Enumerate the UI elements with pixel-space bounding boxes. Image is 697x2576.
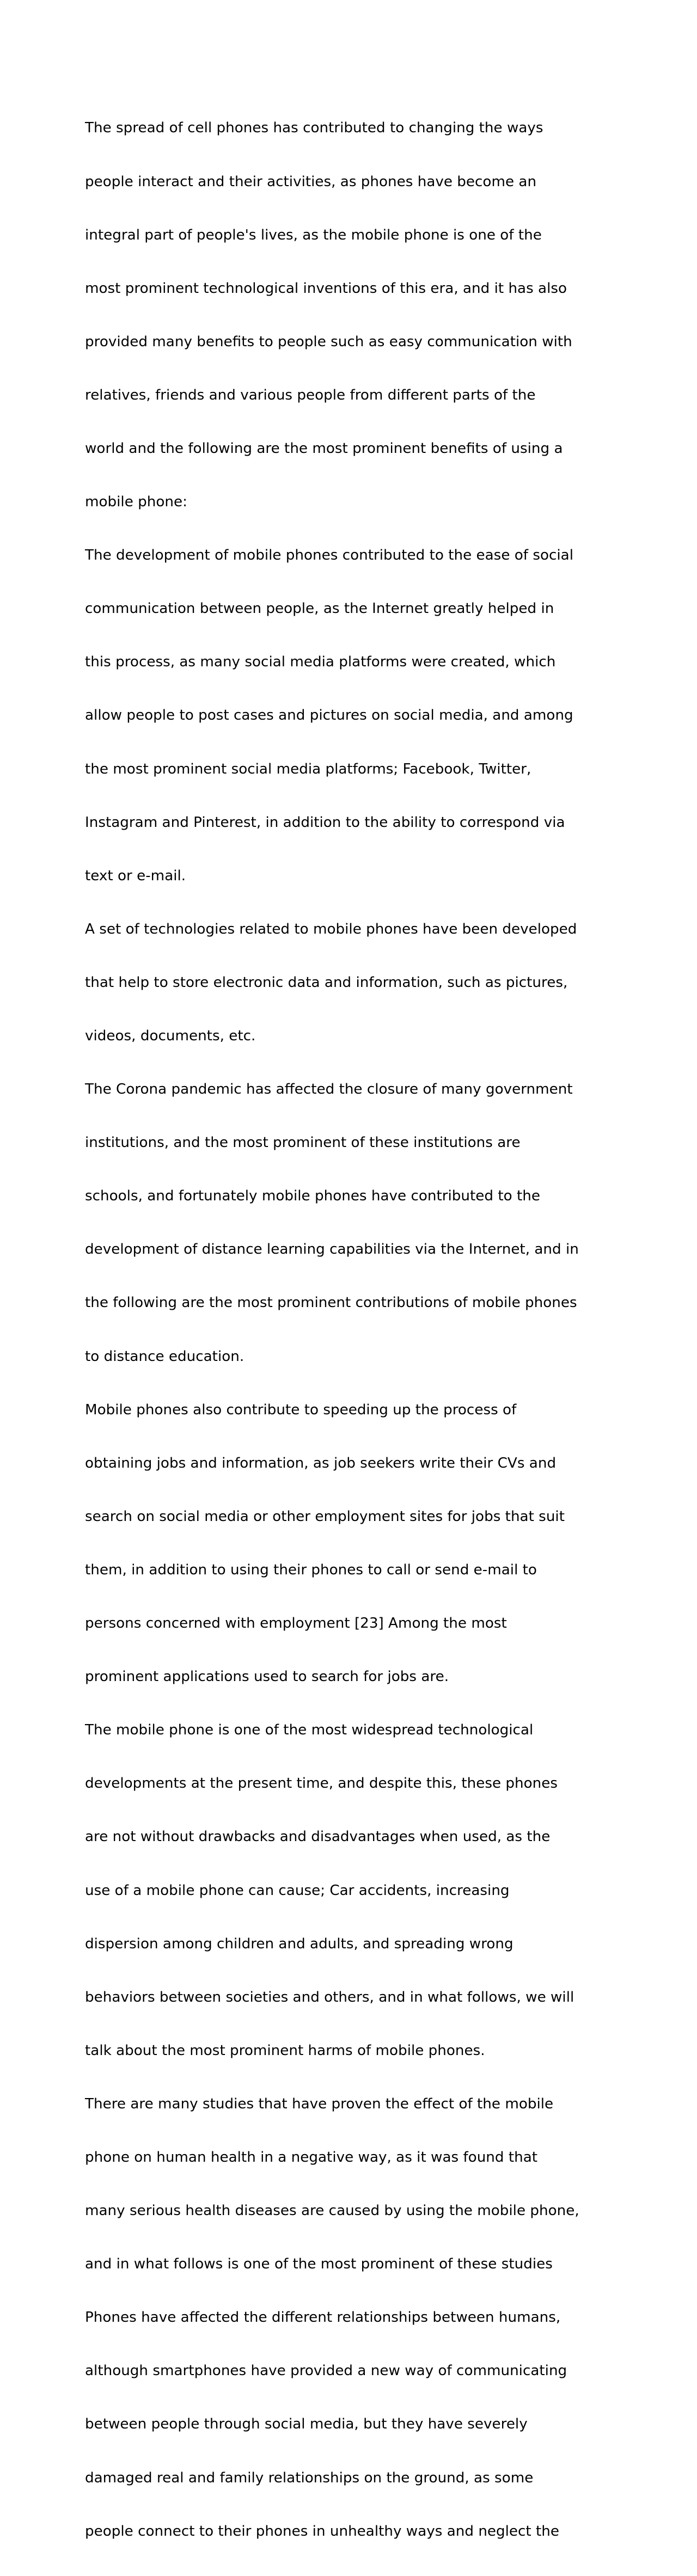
text-line-43: although smartphones have provided a new way of communicating (85, 2363, 567, 2379)
text-line-44: between people through social media, but they have severely (85, 2416, 528, 2433)
text-line-17: that help to store electronic data and information, such as pictures, (85, 974, 568, 991)
text-line-12: allow people to post cases and pictures on social media, and among (85, 707, 573, 724)
text-line-6: relatives, friends and various people from different parts of the (85, 387, 536, 403)
text-line-37: talk about the most prominent harms of mobile phones. (85, 2042, 485, 2059)
text-line-25: Mobile phones also contribute to speeding up the process of (85, 1401, 517, 1418)
text-line-33: are not without drawbacks and disadvantages when used, as the (85, 1829, 551, 1845)
text-line-27: search on social media or other employment sites for jobs that suit (85, 1508, 565, 1525)
text-line-24: to distance education. (85, 1348, 244, 1365)
text-line-14: Instagram and Pinterest, in addition to the ability to correspond via (85, 814, 565, 831)
text-line-46: people connect to their phones in unhealthy ways and neglect the (85, 2523, 560, 2540)
text-line-4: most prominent technological inventions of this era, and it has also (85, 280, 567, 297)
body-text (85, 84, 624, 2576)
text-line-10: communication between people, as the Internet greatly helped in (85, 600, 554, 617)
text-line-38: There are many studies that have proven the effect of the mobile (85, 2095, 554, 2112)
text-line-15: text or e-mail. (85, 867, 186, 884)
text-line-30: prominent applications used to search for jobs are. (85, 1669, 449, 1685)
text-line-41: and in what follows is one of the most prominent of these studies (85, 2256, 553, 2273)
text-line-26: obtaining jobs and information, as job seekers write their CVs and (85, 1455, 557, 1471)
text-line-39: phone on human health in a negative way, as it was found that (85, 2149, 538, 2166)
text-line-34: use of a mobile phone can cause; Car accidents, increasing (85, 1882, 510, 1899)
text-line-22: development of distance learning capabilities via the Internet, and in (85, 1241, 579, 1258)
text-line-23: the following are the most prominent contributions of mobile phones (85, 1295, 577, 1311)
text-line-9: The development of mobile phones contributed to the ease of social (85, 547, 573, 564)
text-line-7: world and the following are the most prominent benefits of using a (85, 440, 563, 457)
text-line-31: The mobile phone is one of the most widespread technological (85, 1722, 534, 1739)
text-line-45: damaged real and family relationships on the ground, as some (85, 2469, 534, 2486)
text-line-29: persons concerned with employment [23] Among the most (85, 1615, 507, 1632)
text-line-11: this process, as many social media platforms were created, which (85, 654, 556, 671)
text-line-16: A set of technologies related to mobile phones have been developed (85, 921, 577, 937)
text-line-5: provided many benefits to people such as easy communication with (85, 333, 572, 350)
text-line-21: schools, and fortunately mobile phones have contributed to the (85, 1188, 540, 1205)
text-line-8: mobile phone: (85, 494, 187, 511)
text-line-1: The spread of cell phones has contributed to changing the ways (85, 120, 543, 137)
text-line-2: people interact and their activities, as phones have become an (85, 173, 537, 190)
text-line-13: the most prominent social media platforms; Facebook, Twitter, (85, 760, 531, 777)
text-line-42: Phones have affected the different relationships between humans, (85, 2309, 561, 2326)
text-line-35: dispersion among children and adults, and spreading wrong (85, 1935, 513, 1952)
text-line-32: developments at the present time, and despite this, these phones (85, 1775, 558, 1792)
text-line-3: integral part of people's lives, as the mobile phone is one of the (85, 226, 542, 243)
text-line-19: The Corona pandemic has affected the closure of many government (85, 1081, 573, 1098)
text-line-18: videos, documents, etc. (85, 1028, 256, 1044)
text-line-20: institutions, and the most prominent of these institutions are (85, 1134, 521, 1151)
text-line-28: them, in addition to using their phones to call or send e-mail to (85, 1561, 537, 1578)
text-line-40: many serious health diseases are caused by using the mobile phone, (85, 2203, 579, 2219)
text-line-36: behaviors between societies and others, and in what follows, we will (85, 1989, 574, 2005)
